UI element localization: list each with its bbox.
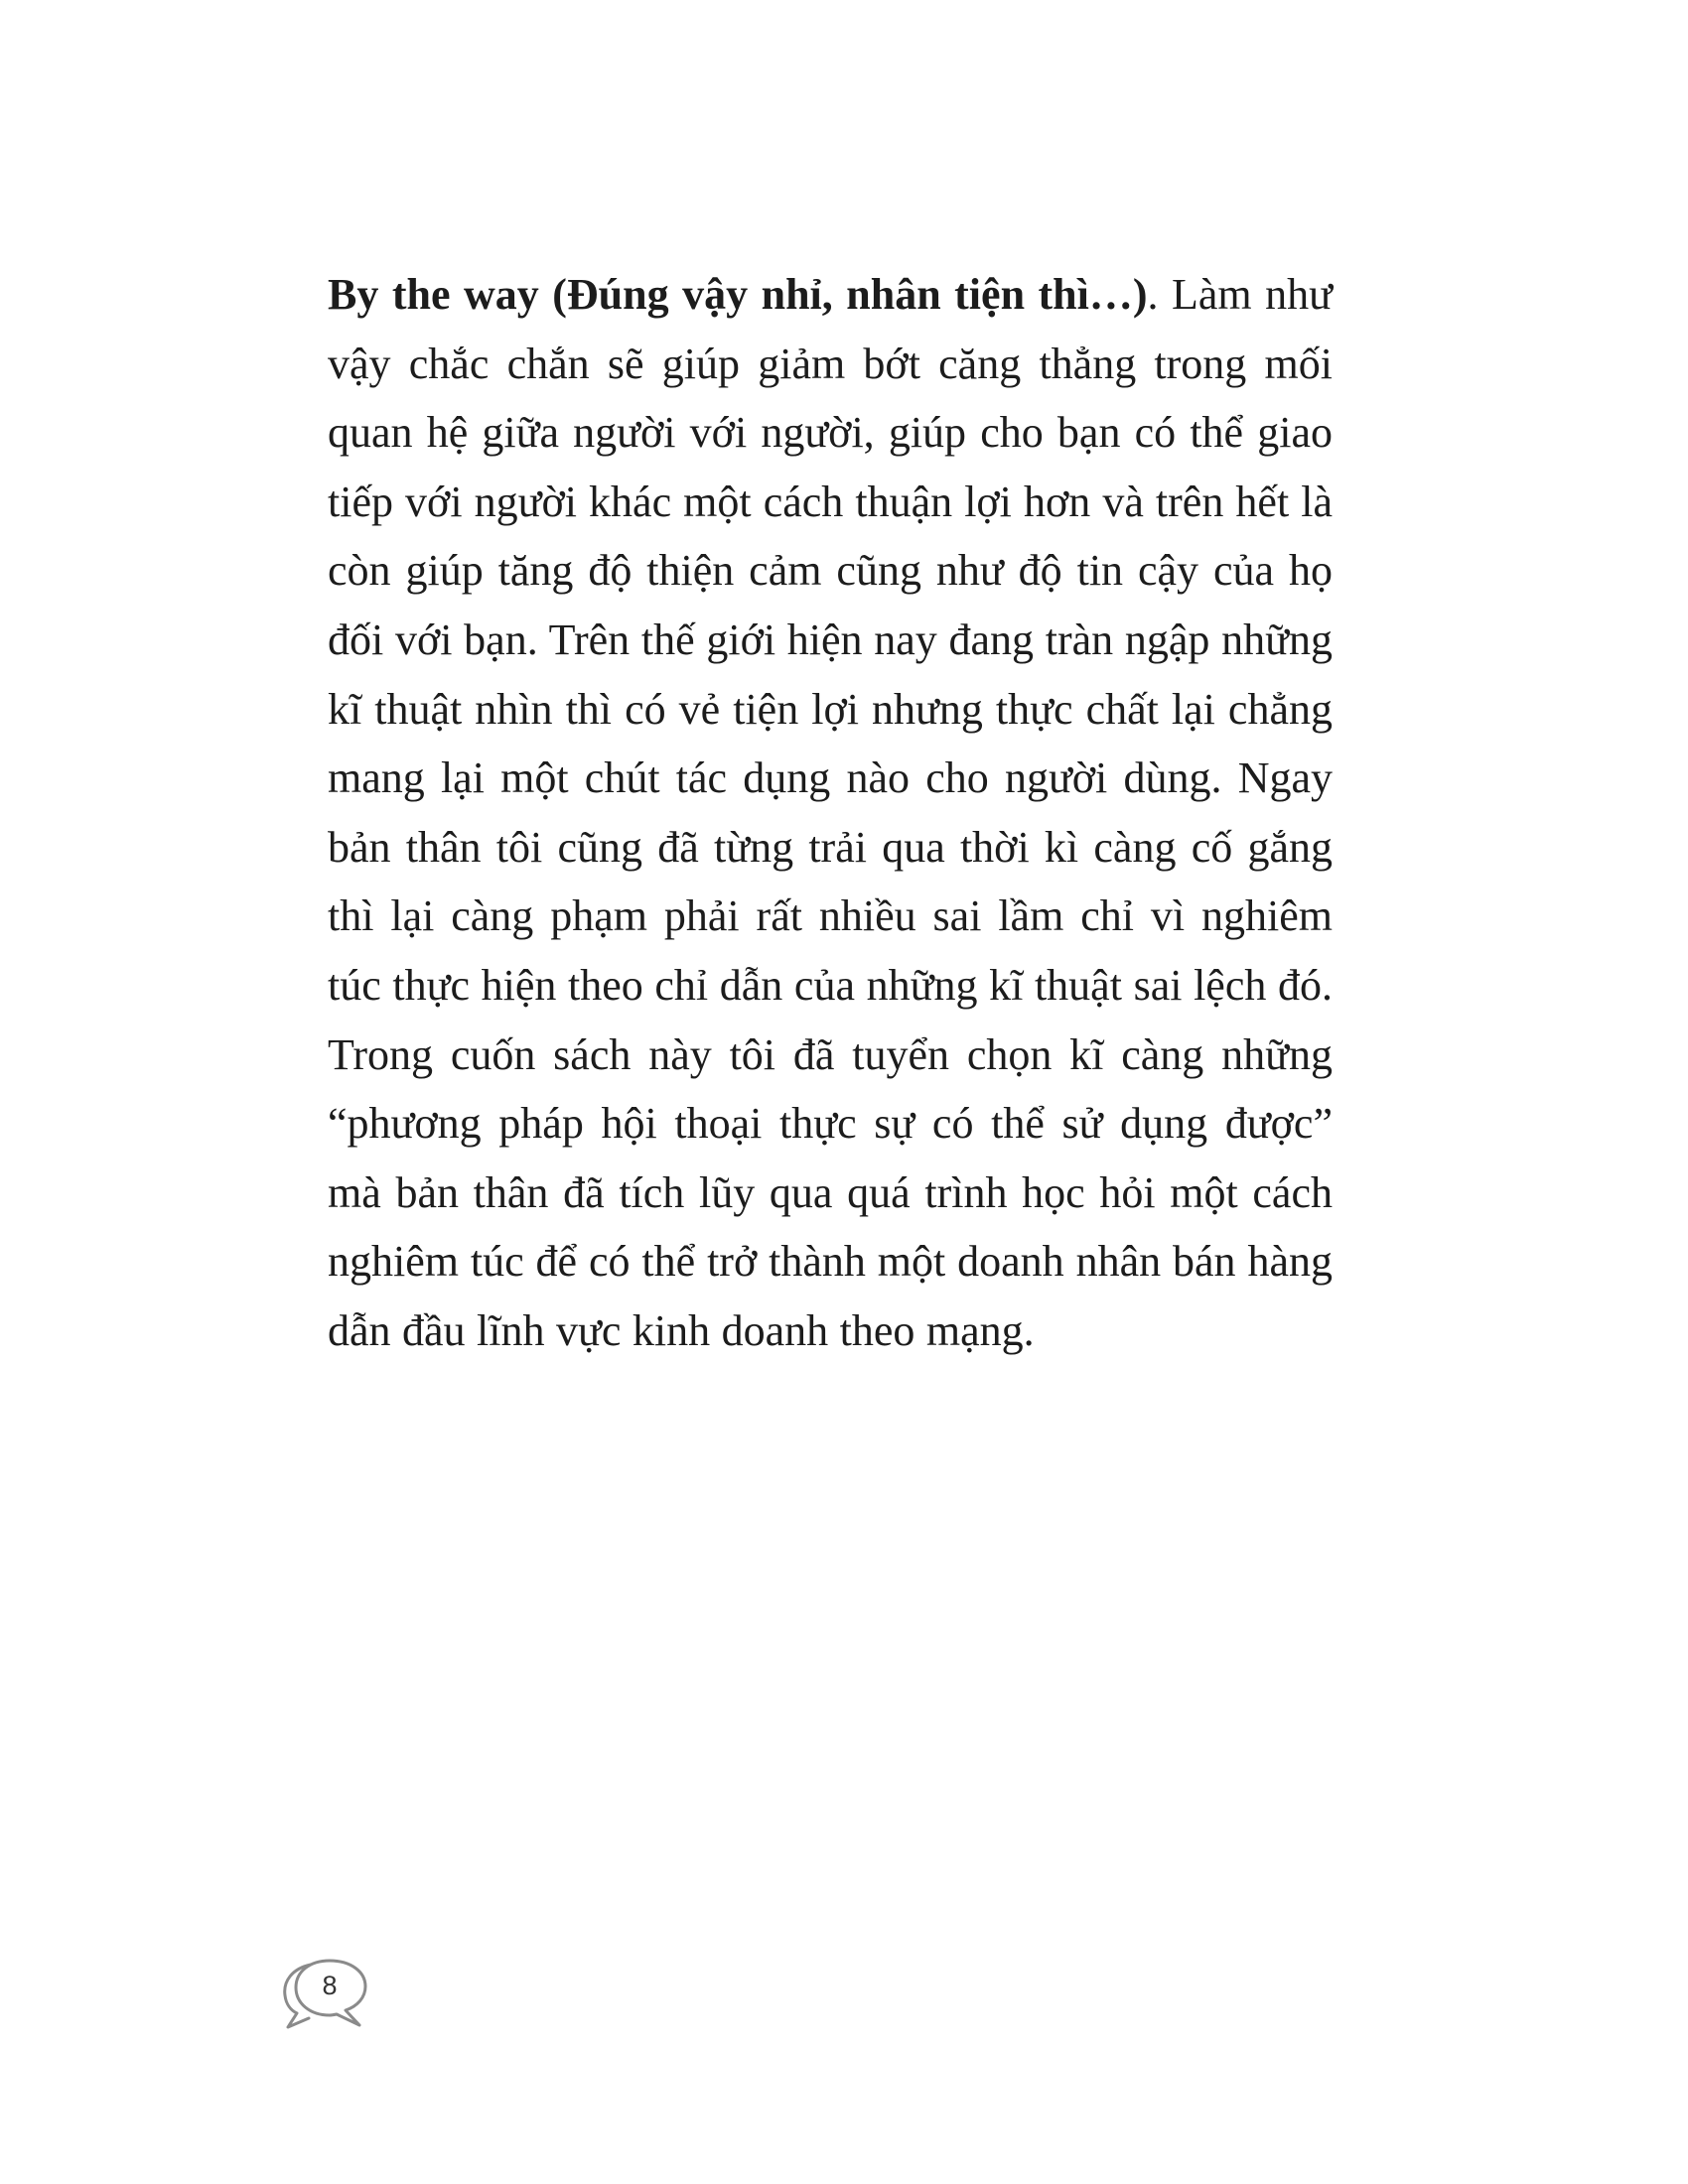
paragraph-text: . Làm như vậy chắc chắn sẽ giúp giảm bớt căng thẳng trong mối quan hệ giữa người với người, giúp cho bạn có thể giao tiếp với người khác một cách thuận lợi hơn và trên hết là còn giúp tăng độ thiện cảm cũng như độ tin cậy của họ đối với bạn. Trên thế giới hiện nay đang tràn ngập những kĩ thuật nhìn thì có vẻ tiện lợi nhưng thực chất lại chẳng mang lại một chút tác dụng nào cho người dùng. Ngay bản thân tôi cũng đã từng trải qua thời kì càng cố gắng thì lại càng phạm phải rất nhiều sai lầm chỉ vì nghiêm túc thực hiện theo chỉ dẫn của những kĩ thuật sai lệch đó. Trong cuốn sách này tôi đã tuyển chọn kĩ càng những “phương pháp hội thoại thực sự có thể sử dụng được” mà bản thân đã tích lũy qua quá trình học hỏi một cách nghiêm túc để có thể trở thành một doanh nhân bán hàng dẫn đầu lĩnh vực kinh doanh theo mạng. xyxy=(328,270,1333,1355)
lead-phrase: By the way (Đúng vậy nhỉ, nhân tiện thì…) xyxy=(328,270,1148,319)
body-paragraph xyxy=(328,260,1333,1366)
page-number-badge xyxy=(280,1956,375,2037)
page-number: 8 xyxy=(322,1971,338,2000)
